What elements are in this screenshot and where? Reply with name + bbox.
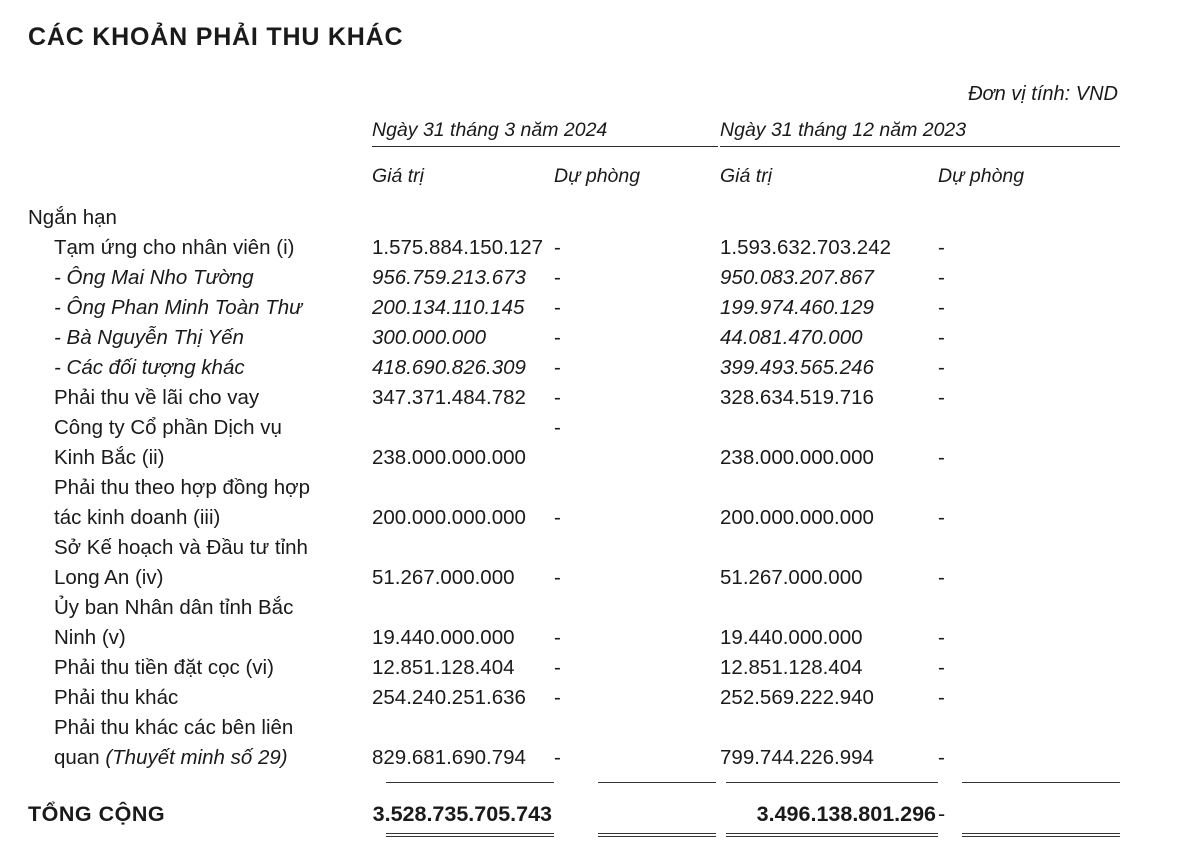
period-header-spacer: [28, 118, 372, 151]
row-label: - Ông Phan Minh Toàn Thư: [54, 296, 303, 319]
row-provision-2023: -: [938, 266, 945, 289]
row-provision-2023: -: [938, 386, 945, 409]
row-label-line-1: Phải thu khác các bên liên: [54, 716, 294, 739]
row-label: Phải thu về lãi cho vay: [54, 386, 260, 409]
period-header-2024-rule: [372, 146, 718, 147]
subheader-provision-2023-label: Dự phòng: [938, 165, 1025, 187]
row-value-2024: 19.440.000.000: [372, 626, 515, 649]
period-header-2023-label: Ngày 31 tháng 12 năm 2023: [720, 119, 967, 141]
table-row: [28, 383, 1120, 413]
row-provision-2024: -: [554, 296, 561, 319]
total-double-rule-provision-2023: [938, 831, 1120, 841]
row-provision-2023: -: [938, 296, 945, 319]
group-heading-blank-4: [938, 195, 1120, 233]
row-label: [28, 593, 372, 653]
row-provision-2024: -: [554, 416, 561, 439]
row-label-line-1: Công ty Cổ phần Dịch vụ: [54, 416, 282, 439]
row-provision-2023: -: [938, 686, 945, 709]
group-heading-blank-3: [720, 195, 938, 233]
total-value-2024: 3.528.735.705.743: [372, 802, 552, 826]
row-value-2024: 1.575.884.150.127: [372, 236, 543, 259]
total-double-rule-provision-2024: [554, 831, 720, 841]
row-provision-2024: -: [554, 326, 561, 349]
total-value-2023: 3.496.138.801.296: [756, 802, 937, 826]
row-value-2023: 238.000.000.000: [720, 446, 874, 469]
subtotal-rule-value-2024: [372, 773, 554, 789]
row-value-2024: 956.759.213.673: [372, 266, 526, 289]
row-provision-2023: -: [938, 566, 945, 589]
row-provision-2024: -: [554, 626, 561, 649]
row-provision-2023: -: [938, 746, 945, 769]
row-label-line-2: Kinh Bắc (ii): [54, 446, 165, 469]
row-value-2024: 347.371.484.782: [372, 386, 526, 409]
row-provision-2024: -: [554, 686, 561, 709]
row-value-2024: 51.267.000.000: [372, 566, 515, 589]
subheader-provision-2023: [938, 151, 1120, 195]
subtotal-rule-spacer: [28, 773, 372, 789]
subtotal-rule-value-2023: [720, 773, 938, 789]
subheader-value-2023: [720, 151, 938, 195]
group-heading-row: [28, 195, 1120, 233]
currency-unit-note: Đơn vị tính: VND: [968, 83, 1118, 105]
row-value-2023: 44.081.470.000: [720, 326, 863, 349]
row-provision-2023: -: [938, 446, 945, 469]
row-provision-2024: -: [554, 236, 561, 259]
page-title: CÁC KHOẢN PHẢI THU KHÁC: [28, 23, 404, 51]
row-value-2023: 199.974.460.129: [720, 296, 874, 319]
row-provision-2023: -: [938, 356, 945, 379]
row-label-line-1: Phải thu theo hợp đồng hợp: [54, 476, 310, 499]
group-heading-blank-2: [554, 195, 720, 233]
total-label: TỔNG CỘNG: [28, 802, 166, 826]
total-provision-2023: -: [938, 802, 946, 826]
row-value-2023: 51.267.000.000: [720, 566, 863, 589]
table-row: [28, 593, 1120, 653]
period-header-2023-rule: [720, 146, 1120, 147]
row-value-2024: 200.134.110.145: [372, 296, 525, 319]
table-row: [28, 653, 1120, 683]
row-provision-2024: -: [554, 746, 561, 769]
table-row: [28, 533, 1120, 593]
group-heading-blank-1: [372, 195, 554, 233]
row-provision-2024: -: [554, 566, 561, 589]
other-receivables-table: [28, 118, 1120, 841]
subheader-value-2024: [372, 151, 554, 195]
row-value-2024: 200.000.000.000: [372, 506, 526, 529]
row-label: - Bà Nguyễn Thị Yến: [54, 326, 244, 349]
table-row: [28, 263, 1120, 293]
row-value-2024: 418.690.826.309: [372, 356, 526, 379]
period-header-2024-label: Ngày 31 tháng 3 năm 2024: [372, 119, 608, 141]
table-row: [28, 413, 1120, 473]
row-provision-2023: -: [938, 326, 945, 349]
group-heading-label: Ngắn hạn: [28, 206, 117, 229]
subtotal-rule-row: [28, 773, 1120, 789]
subtotal-rule-provision-2023: [938, 773, 1120, 789]
row-label: Phải thu tiền đặt cọc (vi): [54, 656, 274, 679]
total-double-rule-spacer: [28, 831, 372, 841]
subheader-row: [28, 151, 1120, 195]
row-label-line-1: Ủy ban Nhân dân tỉnh Bắc: [54, 596, 294, 619]
row-provision-2023: -: [938, 236, 945, 259]
total-double-rule-row: [28, 831, 1120, 841]
row-label: [28, 413, 372, 473]
row-label-line-2: [54, 743, 372, 773]
row-provision-2024: -: [554, 656, 561, 679]
row-label: [28, 473, 372, 533]
row-provision-2024: -: [554, 386, 561, 409]
row-value-2024: 829.681.690.794: [372, 746, 526, 769]
table-body: [28, 195, 1120, 841]
table-row: [28, 323, 1120, 353]
subheader-value-2024-label: Giá trị: [372, 165, 425, 187]
row-value-2024: 12.851.128.404: [372, 656, 515, 679]
subheader-value-2023-label: Giá trị: [720, 165, 773, 187]
period-header-2023: [720, 118, 1120, 151]
table-row: [28, 233, 1120, 263]
subheader-provision-2024-label: Dự phòng: [554, 165, 641, 187]
row-provision-2023: -: [938, 656, 945, 679]
row-label-note-reference: (Thuyết minh số 29): [105, 746, 288, 769]
row-label-line-2-plain: quan: [54, 746, 106, 769]
subtotal-rule-provision-2024: [554, 773, 720, 789]
row-value-2024: 238.000.000.000: [372, 446, 526, 469]
row-provision-2024: -: [554, 356, 561, 379]
row-label: [28, 713, 372, 773]
total-double-rule-value-2024: [372, 831, 554, 841]
row-label-line-1: Sở Kế hoạch và Đầu tư tỉnh: [54, 536, 308, 559]
table-row: [28, 683, 1120, 713]
row-label: Tạm ứng cho nhân viên (i): [54, 236, 295, 259]
row-value-2023: 328.634.519.716: [720, 386, 874, 409]
total-provision-2024: [554, 789, 720, 831]
row-value-2023: 12.851.128.404: [720, 656, 863, 679]
row-provision-2024: -: [554, 506, 561, 529]
row-label: - Ông Mai Nho Tường: [54, 266, 254, 289]
row-value-2023: 950.083.207.867: [720, 266, 874, 289]
row-value-2023: 399.493.565.246: [720, 356, 874, 379]
total-double-rule-value-2023: [720, 831, 938, 841]
row-value-2023: 252.569.222.940: [720, 686, 874, 709]
total-row: [28, 789, 1120, 831]
row-value-2023: 19.440.000.000: [720, 626, 863, 649]
subheader-spacer: [28, 151, 372, 195]
table-row: [28, 293, 1120, 323]
row-label: Phải thu khác: [54, 686, 179, 709]
row-label-line-2: tác kinh doanh (iii): [54, 506, 221, 529]
table-row: [28, 473, 1120, 533]
row-label: - Các đối tượng khác: [54, 356, 245, 379]
row-label-line-2: Ninh (v): [54, 626, 126, 649]
row-value-2024: 254.240.251.636: [372, 686, 526, 709]
row-value-2023: 799.744.226.994: [720, 746, 874, 769]
row-label: [28, 533, 372, 593]
period-header-2024: [372, 118, 720, 151]
row-provision-2023: -: [938, 626, 945, 649]
row-label-line-2: Long An (iv): [54, 566, 164, 589]
subheader-provision-2024: [554, 151, 720, 195]
row-provision-2024: -: [554, 266, 561, 289]
table-head: [28, 118, 1120, 195]
period-header-row: [28, 118, 1120, 151]
table-row: [28, 713, 1120, 773]
row-provision-2023: -: [938, 506, 945, 529]
row-value-2023: 1.593.632.703.242: [720, 236, 892, 259]
table-row: [28, 353, 1120, 383]
row-value-2023: 200.000.000.000: [720, 506, 874, 529]
row-value-2024: 300.000.000: [372, 326, 487, 349]
